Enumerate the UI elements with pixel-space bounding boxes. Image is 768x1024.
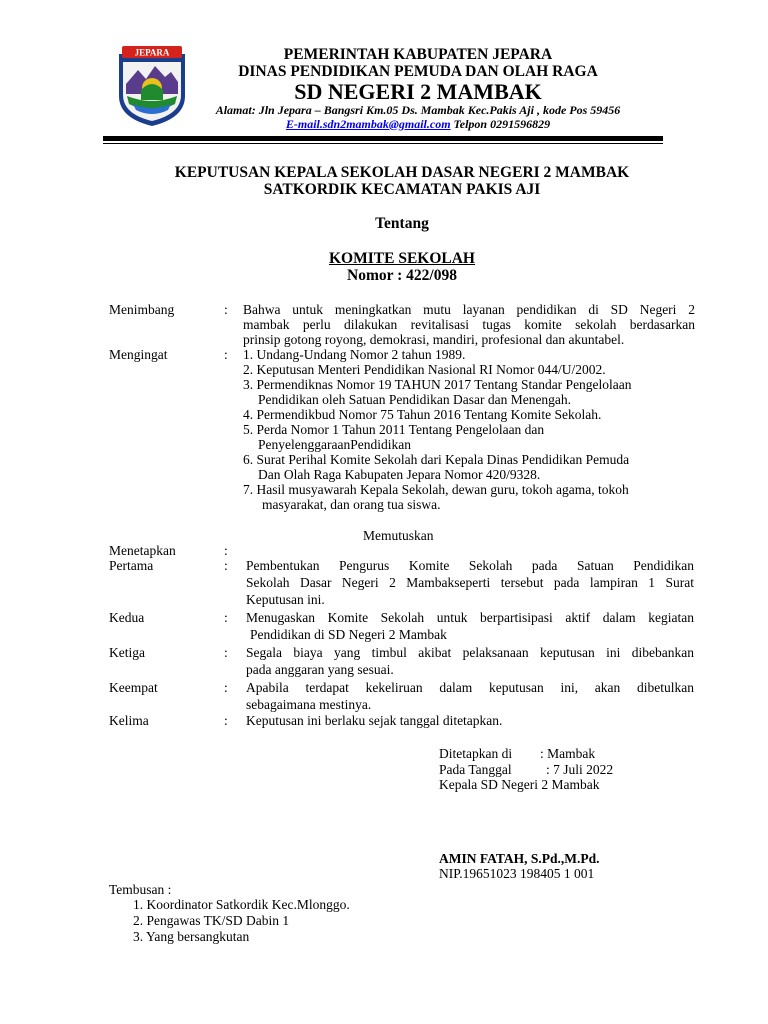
considering-label: Menimbang <box>109 302 175 317</box>
recalling-item: 5. Perda Nomor 1 Tahun 2011 Tentang Pengelolaan dan <box>243 422 545 437</box>
letterhead-rule-thin <box>103 143 663 144</box>
second-text-line: Pendidikan di SD Negeri 2 Mambak <box>250 627 447 642</box>
fifth-colon: : <box>224 713 228 728</box>
copies-label: Tembusan : <box>109 882 172 897</box>
third-text-line: pada anggaran yang sesuai. <box>246 662 394 677</box>
considering-line: mambak perlu dilakukan revitalisasi tugas komite sekolah berdasarkan <box>243 317 695 332</box>
department-name: DINAS PENDIDIKAN PEMUDA DAN OLAH RAGA <box>238 63 598 80</box>
letterhead-rule-thick <box>103 136 663 141</box>
place-value: : Mambak <box>540 746 596 761</box>
recalling-item: masyarakat, dan orang tua siswa. <box>262 497 441 512</box>
svg-text:JEPARA: JEPARA <box>134 47 170 58</box>
school-address: Alamat: Jln Jepara – Bangsri Km.05 Ds. Mambak Kec.Pakis Aji , kode Pos 59456 <box>215 103 621 117</box>
signer-position: Kepala SD Negeri 2 Mambak <box>439 777 600 792</box>
first-label: Pertama <box>109 558 154 573</box>
first-colon: : <box>224 558 228 573</box>
second-colon: : <box>224 610 228 625</box>
considering-line: prinsip gotong royong, demokrasi, mandiri, profesional dan akuntabel. <box>243 332 625 347</box>
considering-colon: : <box>224 302 228 317</box>
date-label: Pada Tanggal <box>439 762 512 777</box>
establish-colon: : <box>224 543 228 558</box>
first-text-line: Keputusan ini. <box>246 592 325 607</box>
recalling-item: 6. Surat Perihal Komite Sekolah dari Kepala Dinas Pendidikan Pemuda <box>243 452 630 467</box>
recalling-item: 1. Undang-Undang Nomor 2 tahun 1989. <box>243 347 466 362</box>
signer-nip: NIP.19651023 198405 1 001 <box>439 866 595 881</box>
fifth-label: Kelima <box>109 713 149 728</box>
contact-line <box>200 117 636 131</box>
decree-number: Nomor : 422/098 <box>347 267 457 284</box>
considering-line: Bahwa untuk meningkatkan mutu layanan pendidikan di SD Negeri 2 <box>243 302 695 317</box>
phone-number: Telpon 0291596829 <box>453 117 551 131</box>
recalling-item: 3. Permendiknas Nomor 19 TAHUN 2017 Tentang Standar Pengelolaan <box>243 377 632 392</box>
jepara-crest-logo <box>113 44 191 128</box>
recalling-colon: : <box>224 347 228 362</box>
third-label: Ketiga <box>109 645 145 660</box>
school-name: SD NEGERI 2 MAMBAK <box>294 79 542 104</box>
government-name: PEMERINTAH KABUPATEN JEPARA <box>283 46 553 63</box>
fourth-text-line: sebagaimana mestinya. <box>246 697 372 712</box>
fourth-label: Keempat <box>109 680 158 695</box>
recalling-label: Mengingat <box>109 347 168 362</box>
recalling-item: 2. Keputusan Menteri Pendidikan Nasional RI Nomor 044/U/2002. <box>243 362 606 377</box>
third-text-line: Segala biaya yang timbul akibat pelaksanaan keputusan ini dibebankan <box>246 645 694 660</box>
date-value: : 7 Juli 2022 <box>546 762 614 777</box>
fifth-text-line: Keputusan ini berlaku sejak tanggal ditetapkan. <box>246 713 503 728</box>
fourth-text-line: Apabila terdapat kekeliruan dalam keputusan ini, akan dibetulkan <box>246 680 694 695</box>
establish-label: Menetapkan <box>109 543 176 558</box>
decree-title-line-1: KEPUTUSAN KEPALA SEKOLAH DASAR NEGERI 2 MAMBAK <box>174 164 630 181</box>
decree-title-line-2: SATKORDIK KECAMATAN PAKIS AJI <box>263 181 541 198</box>
place-label: Ditetapkan di <box>439 746 513 761</box>
second-label: Kedua <box>109 610 145 625</box>
recalling-item: Pendidikan oleh Satuan Pendidikan Dasar dan Menengah. <box>258 392 572 407</box>
first-text-line: Sekolah Dasar Negeri 2 Mambakseperti tersebut pada lampiran 1 Surat <box>246 575 694 590</box>
email-link[interactable]: E-mail.sdn2mambak@gmail.com <box>285 117 451 131</box>
decree-subject: KOMITE SEKOLAH <box>329 250 475 267</box>
copies-item: 2. Pengawas TK/SD Dabin 1 <box>133 913 290 928</box>
copies-item: 3. Yang bersangkutan <box>133 929 250 944</box>
third-colon: : <box>224 645 228 660</box>
decide-heading: Memutuskan <box>363 528 434 543</box>
copies-item: 1. Koordinator Satkordik Kec.Mlonggo. <box>133 897 350 912</box>
recalling-item: 7. Hasil musyawarah Kepala Sekolah, dewan guru, tokoh agama, tokoh <box>243 482 629 497</box>
fourth-colon: : <box>224 680 228 695</box>
second-text-line: Menugaskan Komite Sekolah untuk berpartisipasi aktif dalam kegiatan <box>246 610 694 625</box>
signer-name: AMIN FATAH, S.Pd.,M.Pd. <box>439 851 600 866</box>
recalling-item: Dan Olah Raga Kabupaten Jepara Nomor 420/9328. <box>258 467 541 482</box>
about-label: Tentang <box>375 215 429 232</box>
recalling-item: 4. Permendikbud Nomor 75 Tahun 2016 Tentang Komite Sekolah. <box>243 407 602 422</box>
recalling-item: PenyelenggaraanPendidikan <box>258 437 411 452</box>
first-text-line: Pembentukan Pengurus Komite Sekolah pada Satuan Pendidikan <box>246 558 694 573</box>
